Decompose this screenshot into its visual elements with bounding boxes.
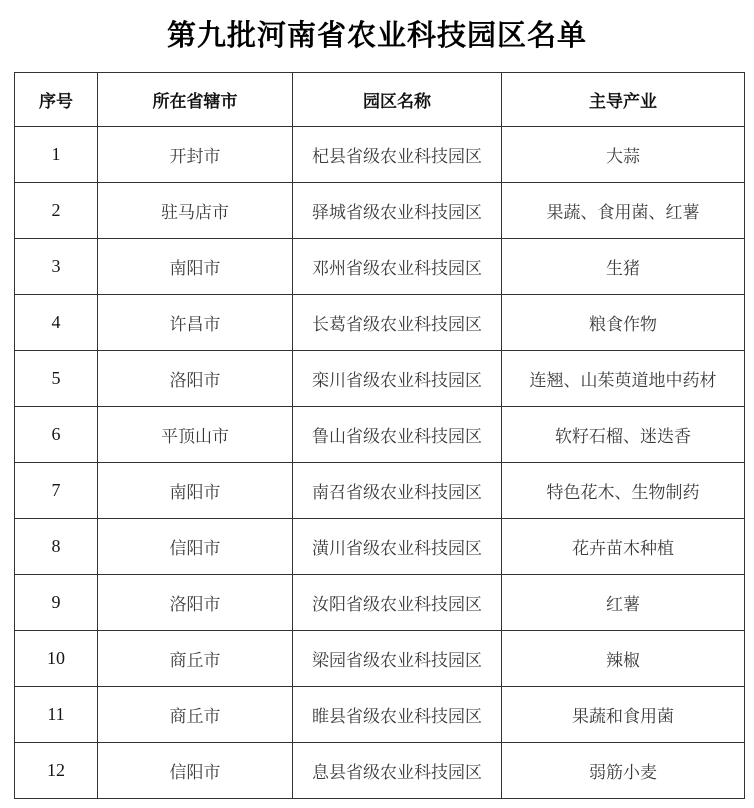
table-row	[15, 575, 745, 631]
table-row	[15, 687, 745, 743]
cell-park: 梁园省级农业科技园区	[293, 631, 502, 687]
cell-park: 邓州省级农业科技园区	[293, 239, 502, 295]
table-row	[15, 351, 745, 407]
cell-seq: 6	[15, 407, 98, 463]
cell-park: 息县省级农业科技园区	[293, 743, 502, 799]
cell-city: 平顶山市	[98, 407, 293, 463]
cell-seq: 5	[15, 351, 98, 407]
header-seq: 序号	[15, 73, 98, 127]
cell-seq: 11	[15, 687, 98, 743]
table-body	[15, 127, 745, 799]
cell-park: 驿城省级农业科技园区	[293, 183, 502, 239]
table-row	[15, 183, 745, 239]
cell-seq: 9	[15, 575, 98, 631]
table-row	[15, 407, 745, 463]
header-park: 园区名称	[293, 73, 502, 127]
cell-seq: 12	[15, 743, 98, 799]
cell-city: 信阳市	[98, 743, 293, 799]
cell-park: 汝阳省级农业科技园区	[293, 575, 502, 631]
cell-industry: 特色花木、生物制药	[502, 463, 745, 519]
cell-park: 栾川省级农业科技园区	[293, 351, 502, 407]
cell-park: 潢川省级农业科技园区	[293, 519, 502, 575]
cell-industry: 连翘、山茱萸道地中药材	[502, 351, 745, 407]
cell-industry: 果蔬、食用菌、红薯	[502, 183, 745, 239]
table-row	[15, 239, 745, 295]
cell-city: 商丘市	[98, 631, 293, 687]
cell-city: 南阳市	[98, 239, 293, 295]
cell-city: 南阳市	[98, 463, 293, 519]
cell-seq: 4	[15, 295, 98, 351]
cell-city: 洛阳市	[98, 575, 293, 631]
cell-industry: 软籽石榴、迷迭香	[502, 407, 745, 463]
header-industry: 主导产业	[502, 73, 745, 127]
cell-park: 鲁山省级农业科技园区	[293, 407, 502, 463]
cell-industry: 弱筋小麦	[502, 743, 745, 799]
table-row	[15, 519, 745, 575]
cell-industry: 大蒜	[502, 127, 745, 183]
cell-park: 南召省级农业科技园区	[293, 463, 502, 519]
cell-park: 睢县省级农业科技园区	[293, 687, 502, 743]
cell-city: 洛阳市	[98, 351, 293, 407]
table-header	[15, 73, 745, 127]
cell-industry: 粮食作物	[502, 295, 745, 351]
cell-city: 商丘市	[98, 687, 293, 743]
header-city: 所在省辖市	[98, 73, 293, 127]
cell-industry: 辣椒	[502, 631, 745, 687]
cell-seq: 10	[15, 631, 98, 687]
table-header-row	[15, 73, 745, 127]
cell-city: 驻马店市	[98, 183, 293, 239]
cell-seq: 3	[15, 239, 98, 295]
page-title: 第九批河南省农业科技园区名单	[166, 20, 587, 52]
cell-seq: 1	[15, 127, 98, 183]
cell-seq: 7	[15, 463, 98, 519]
cell-industry: 花卉苗木种植	[502, 519, 745, 575]
cell-seq: 8	[15, 519, 98, 575]
parks-table	[14, 72, 745, 799]
table-row	[15, 631, 745, 687]
cell-industry: 果蔬和食用菌	[502, 687, 745, 743]
cell-city: 开封市	[98, 127, 293, 183]
table-row	[15, 127, 745, 183]
table-row	[15, 743, 745, 799]
cell-industry: 生猪	[502, 239, 745, 295]
cell-industry: 红薯	[502, 575, 745, 631]
table-row	[15, 463, 745, 519]
cell-seq: 2	[15, 183, 98, 239]
cell-city: 信阳市	[98, 519, 293, 575]
cell-city: 许昌市	[98, 295, 293, 351]
table-row	[15, 295, 745, 351]
cell-park: 长葛省级农业科技园区	[293, 295, 502, 351]
cell-park: 杞县省级农业科技园区	[293, 127, 502, 183]
